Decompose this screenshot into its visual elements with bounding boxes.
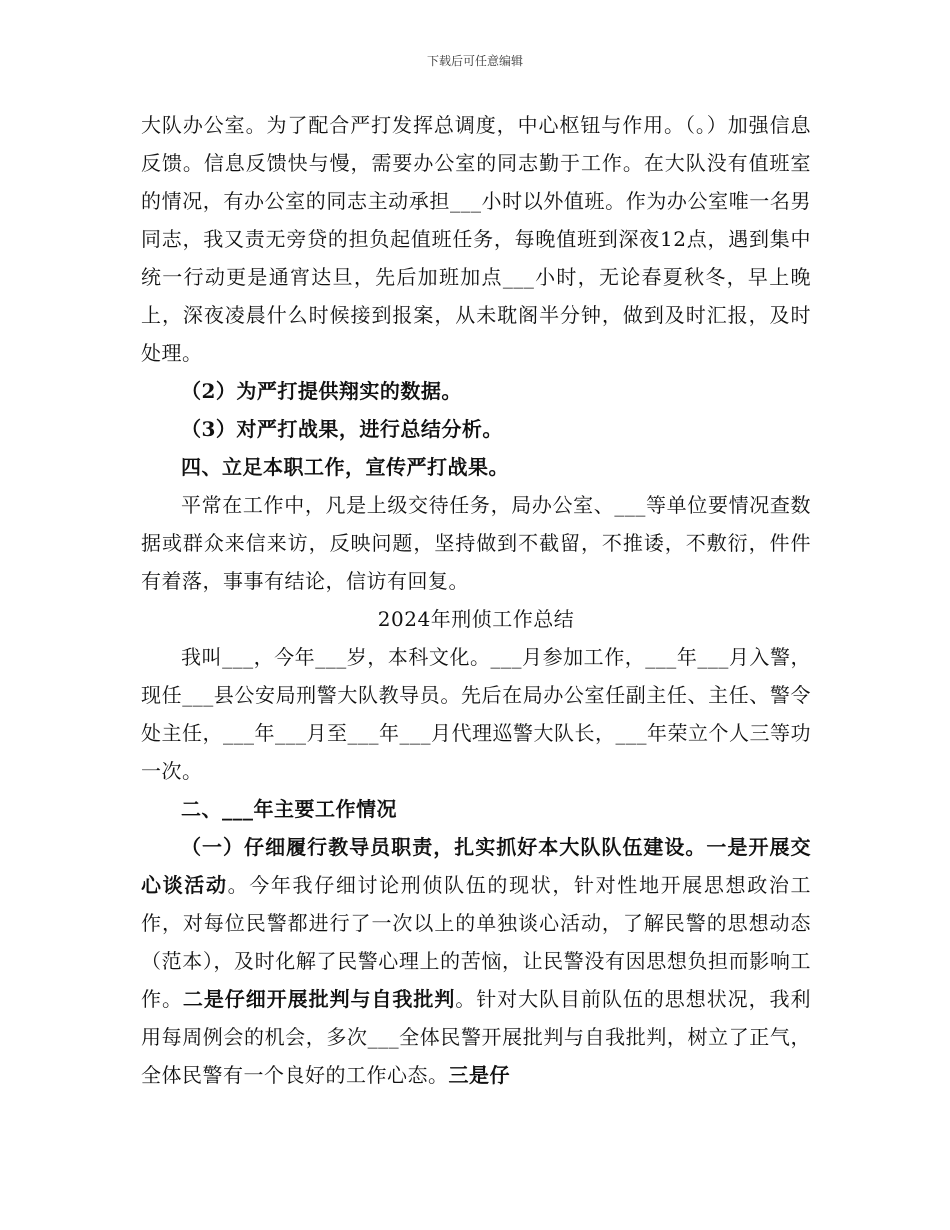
text-segment-1: 。今年我仔细讨论刑侦队伍的现状，针对性地开展思想政治工作，对每位民警都进行了一次以上的单独谈心活动，了解民警的思想动态（范本），及时化解了民警心理上的苦恼，让民警没有因思想负担而影响工作。 (141, 873, 812, 1011)
text-segment-2: 。针对大队目前队伍的思想状况，我利用每周例会的机会，多次___全体民警开展批判与自我批判，树立了正气，全体民警有一个良好的工作心态。 (141, 987, 812, 1087)
paragraph-office-duty: 大队办公室。为了配合严打发挥总调度，中心枢钮与作用。（。）加强信息反馈。信息反馈快与慢，需要办公室的同志勤于工作。在大队没有值班室的情况，有办公室的同志主动承担___小时以外值班。作为办公室唯一名男同志，我又责无旁贷的担负起值班任务，每晚值班到深夜12点，遇到集中统一行动更是通宵达旦，先后加班加点___小时，无论春夏秋冬，早上晚上，深夜凌晨什么时候接到报案，从未耽阁半分钟，做到及时汇报，及时处理。 (141, 113, 811, 365)
page-header-note: 下载后可任意编辑 (426, 54, 523, 68)
paragraph-instructor-duties (141, 828, 811, 1094)
bold-segment-2: 二是仔细开展批判与自我批判 (182, 987, 456, 1011)
heading-4: 四、立足本职工作，宣传严打战果。 (181, 455, 509, 479)
paragraph-intro: 我叫___，今年___岁，本科文化。___月参加工作，___年___月入警，现任___县公安局刑警大队教导员。先后在局办公室任副主任、主任、警令处主任，___年___月至___年___月代理巡警大队长，___年荣立个人三等功一次。 (141, 645, 811, 783)
bold-segment-1: （一）仔细履行教导员职责，扎实抓好本大队队伍建设。一是开展交心谈活动 (141, 835, 811, 897)
document-body (141, 106, 811, 1094)
item-2: （2）为严打提供翔实的数据。 (181, 379, 462, 403)
bold-segment-3: 三是仔 (448, 1063, 510, 1087)
document-title: 2024年刑侦工作总结 (377, 607, 575, 631)
heading-2: 二、___年主要工作情况 (181, 797, 397, 821)
paragraph-daily-work: 平常在工作中，凡是上级交待任务，局办公室、___等单位要情况查数据或群众来信来访，反映问题，坚持做到不截留，不推诿，不敷衍，件件有着落，事事有结论，信访有回复。 (141, 493, 811, 593)
item-3: （3）对严打战果，进行总结分析。 (181, 417, 503, 441)
